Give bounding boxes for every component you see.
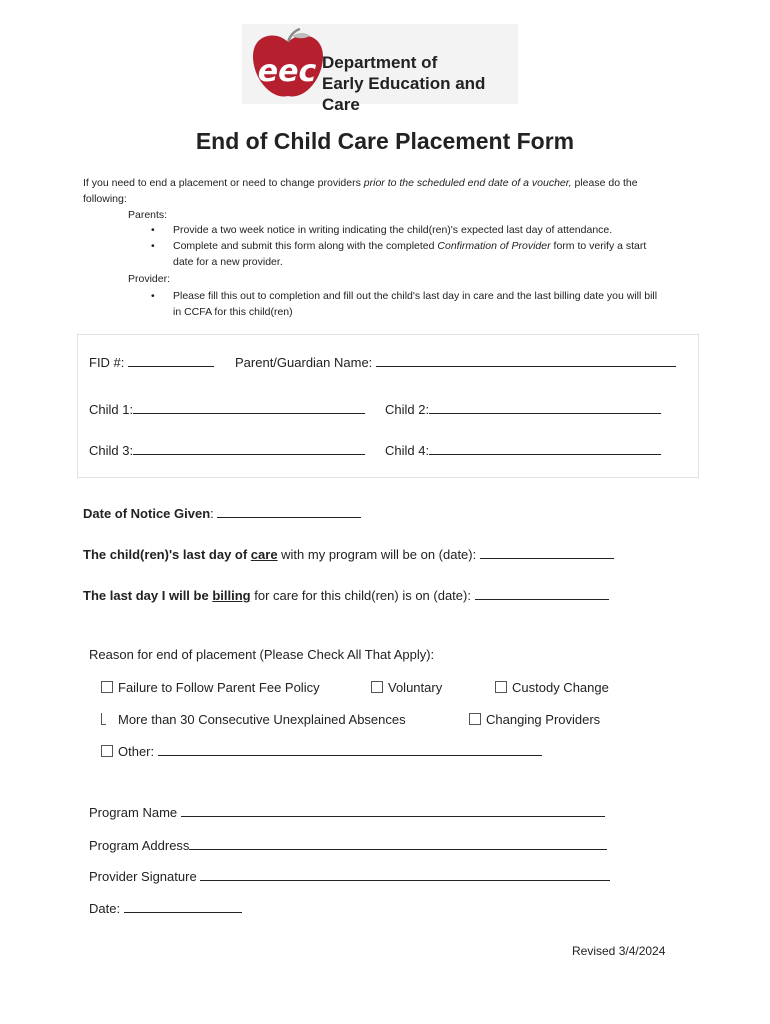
- parents-bullet-1: • Provide a two week notice in writing indicating the child(ren)'s expected last day of attendance.: [173, 222, 693, 238]
- reason-voluntary-checkbox[interactable]: Voluntary: [371, 680, 442, 695]
- checkbox-icon: [469, 713, 481, 725]
- page-title: End of Child Care Placement Form: [195, 128, 575, 154]
- last-billing-date-field[interactable]: The last day I will be billing for care for this child(ren) is on (date):: [83, 587, 609, 603]
- provider-signature-field[interactable]: Provider Signature: [89, 868, 610, 884]
- reason-heading: Reason for end of placement (Please Check All That Apply):: [89, 647, 435, 662]
- checkbox-icon: [101, 681, 113, 693]
- reason-other-field[interactable]: Other:: [101, 743, 542, 759]
- parent-guardian-field[interactable]: Parent/Guardian Name:: [235, 354, 676, 370]
- provider-bullet-1: • Please fill this out to completion and fill out the child's last day in care and the last billing date you will bill in CCFA for this child(ren): [173, 288, 693, 320]
- program-name-field[interactable]: Program Name: [89, 804, 605, 820]
- child-1-field[interactable]: Child 1:: [89, 401, 365, 417]
- intro-text: If you need to end a placement or need to change providers prior to the scheduled end date of a voucher, please do the following:: [83, 177, 638, 205]
- child-4-field[interactable]: Child 4:: [385, 442, 661, 458]
- checkbox-icon: [371, 681, 383, 693]
- parents-bullet-2: • Complete and submit this form along with the completed Confirmation of Provider form to verify a start date for a new provider.: [173, 238, 693, 270]
- provider-label: Provider:: [128, 273, 171, 285]
- logo-department: Department of Early Education and Care: [322, 53, 486, 114]
- eec-logo: [242, 24, 518, 114]
- child-3-field[interactable]: Child 3:: [89, 442, 365, 458]
- notice-date-field[interactable]: Date of Notice Given:: [83, 505, 361, 521]
- checkbox-icon: [495, 681, 507, 693]
- parents-label: Parents:: [128, 209, 168, 221]
- last-care-date-field[interactable]: The child(ren)'s last day of care with my program will be on (date):: [83, 546, 614, 562]
- child-2-field[interactable]: Child 2:: [385, 401, 661, 417]
- program-date-field[interactable]: Date:: [89, 900, 242, 916]
- fid-field[interactable]: FID #:: [89, 354, 214, 370]
- reason-custody-change-checkbox[interactable]: Custody Change: [495, 680, 609, 695]
- logo-mark: eec: [257, 54, 317, 89]
- reason-fee-policy-checkbox[interactable]: Failure to Follow Parent Fee Policy: [101, 680, 320, 695]
- reason-changing-providers-checkbox[interactable]: Changing Providers: [469, 712, 600, 727]
- reason-absences-checkbox[interactable]: More than 30 Consecutive Unexplained Absences: [101, 712, 406, 727]
- checkbox-icon: [101, 745, 113, 757]
- program-address-field[interactable]: Program Address: [89, 837, 607, 853]
- revised-date: Revised 3/4/2024: [572, 944, 666, 958]
- checkbox-icon: [101, 713, 106, 725]
